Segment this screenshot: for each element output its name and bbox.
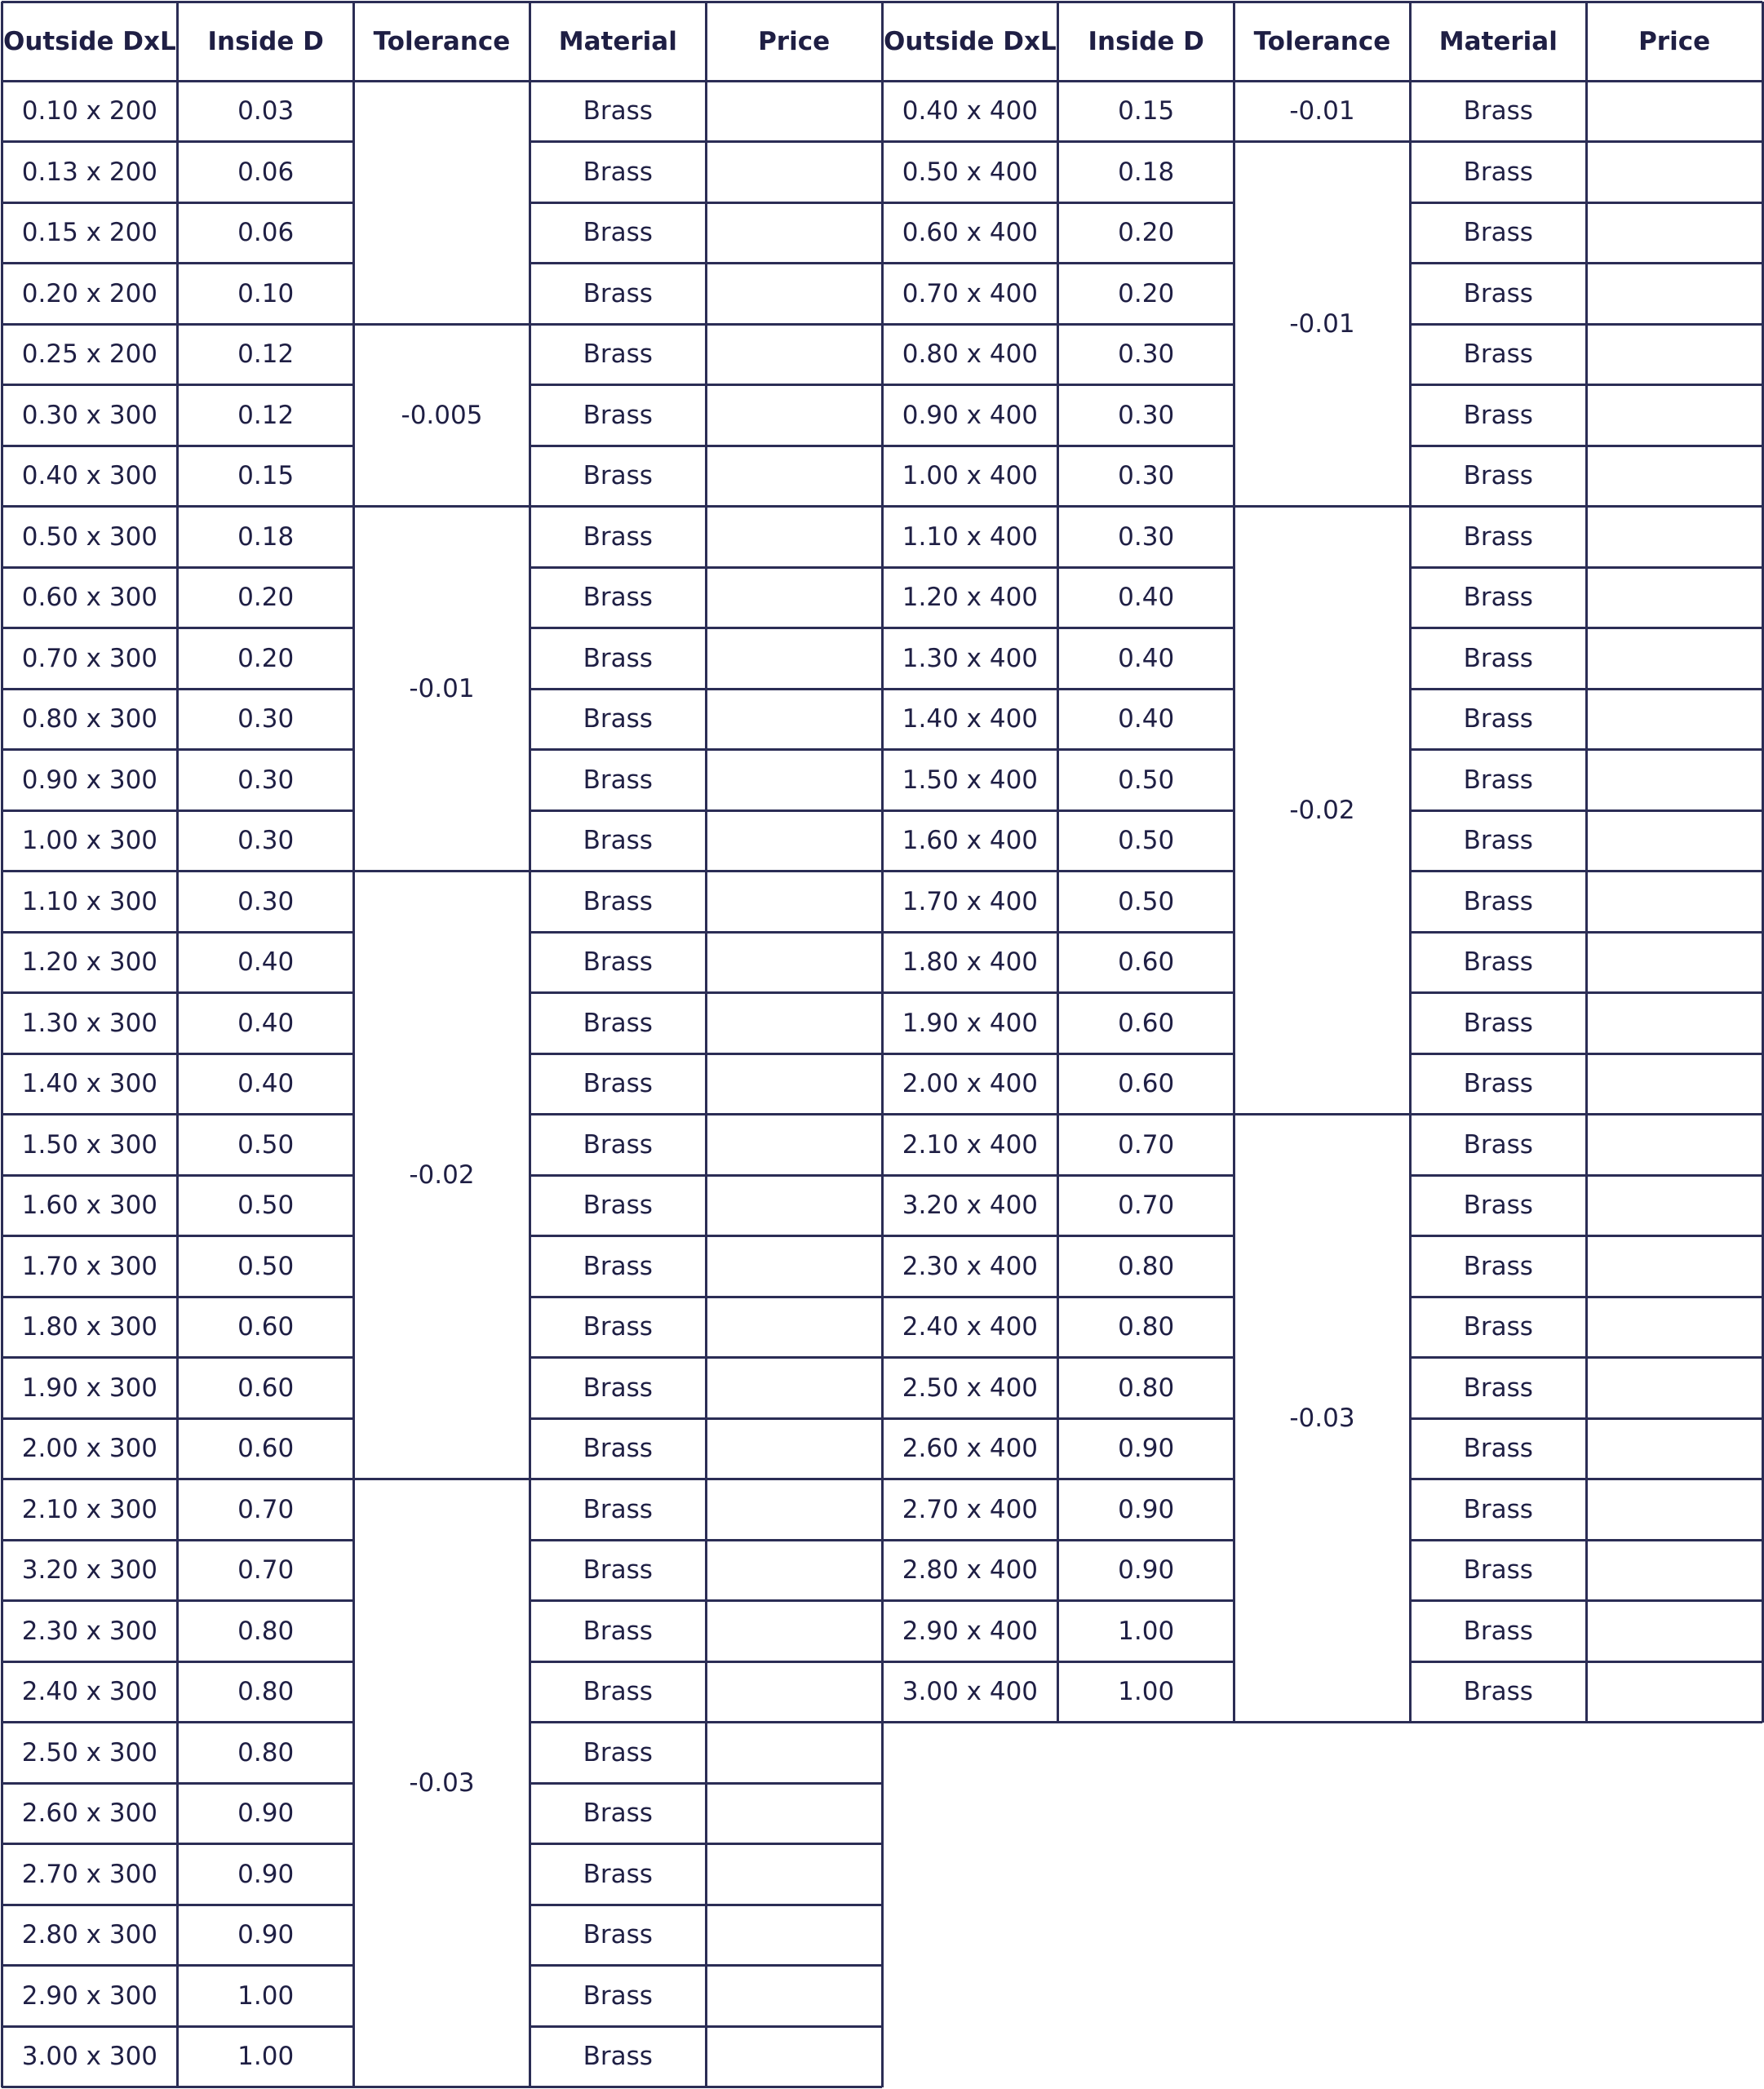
material-cell: Brass [583, 278, 653, 308]
price-cell [706, 1601, 882, 1662]
material-cell: Brass [1463, 1434, 1533, 1464]
inside-d-cell: 0.06 [237, 218, 295, 248]
table-top-border [882, 1, 1762, 3]
tolerance-divider [1234, 505, 1411, 508]
material-cell: Brass [583, 1251, 653, 1281]
material-cell: Brass [583, 826, 653, 856]
price-cell [1586, 324, 1762, 385]
material-cell: Brass [583, 947, 653, 978]
price-cell [1586, 202, 1762, 264]
outside-dxl-cell: 0.90 x 400 [902, 400, 1039, 430]
column-divider [352, 2, 355, 2087]
material-cell: Brass [583, 1129, 653, 1160]
tolerance-divider [354, 505, 530, 508]
price-cell [706, 1479, 882, 1541]
price-cell [706, 1175, 882, 1236]
price-cell [1586, 872, 1762, 933]
outside-dxl-cell: 1.80 x 400 [902, 947, 1039, 978]
tolerance-cell: -0.02 [409, 1160, 475, 1190]
outside-dxl-cell: 2.80 x 300 [21, 1920, 158, 1950]
price-cell [1586, 1053, 1762, 1115]
material-cell: Brass [583, 1191, 653, 1221]
price-cell [1586, 1175, 1762, 1236]
material-cell: Brass [583, 1494, 653, 1524]
inside-d-cell: 0.15 [1118, 96, 1175, 126]
material-cell: Brass [583, 461, 653, 491]
material-cell: Brass [583, 1008, 653, 1038]
inside-d-cell: 0.30 [1118, 400, 1175, 430]
price-cell [1586, 750, 1762, 811]
tolerance-cell: -0.02 [1289, 796, 1355, 825]
header-outside: Outside DxL [883, 26, 1057, 56]
material-cell: Brass [583, 1798, 653, 1829]
material-cell: Brass [1463, 461, 1533, 491]
outside-dxl-cell: 0.60 x 300 [21, 583, 158, 613]
outside-dxl-cell: 2.80 x 400 [902, 1555, 1039, 1586]
outside-dxl-cell: 0.50 x 400 [902, 157, 1039, 187]
outside-dxl-cell: 2.10 x 400 [902, 1129, 1039, 1160]
inside-d-cell: 0.50 [237, 1191, 295, 1221]
outside-dxl-cell: 1.50 x 400 [902, 765, 1039, 795]
outside-dxl-cell: 0.20 x 200 [21, 278, 158, 308]
tolerance-cell: -0.005 [401, 400, 483, 430]
price-cell [706, 1844, 882, 1905]
price-cell [706, 1966, 882, 2027]
outside-dxl-cell: 0.13 x 200 [21, 157, 158, 187]
inside-d-cell: 0.90 [237, 1859, 295, 1889]
price-cell [1586, 1479, 1762, 1541]
tolerance-cell: -0.01 [409, 674, 475, 703]
price-cell [706, 202, 882, 264]
material-cell: Brass [1463, 1191, 1533, 1221]
header-price: Price [1638, 26, 1711, 56]
price-cell [706, 689, 882, 750]
outside-dxl-cell: 2.70 x 300 [21, 1859, 158, 1889]
price-cell [706, 872, 882, 933]
outside-dxl-cell: 1.80 x 300 [21, 1312, 158, 1342]
outside-dxl-cell: 0.70 x 400 [902, 278, 1039, 308]
material-cell: Brass [1463, 704, 1533, 734]
outside-dxl-cell: 2.30 x 400 [902, 1251, 1039, 1281]
material-cell: Brass [583, 704, 653, 734]
inside-d-cell: 0.30 [237, 886, 295, 916]
material-cell: Brass [583, 765, 653, 795]
material-cell: Brass [583, 1312, 653, 1342]
inside-d-cell: 0.50 [1118, 826, 1175, 856]
price-cell [706, 264, 882, 325]
price-cell [1586, 1115, 1762, 1176]
price-cell [706, 1297, 882, 1358]
material-cell: Brass [583, 1920, 653, 1950]
outside-dxl-cell: 1.90 x 400 [902, 1008, 1039, 1038]
price-cell [706, 324, 882, 385]
material-cell: Brass [1463, 886, 1533, 916]
outside-dxl-cell: 2.40 x 400 [902, 1312, 1039, 1342]
header-material: Material [1438, 26, 1558, 56]
tolerance-divider [354, 1478, 530, 1480]
inside-d-cell: 0.70 [1118, 1129, 1175, 1160]
inside-d-cell: 0.06 [237, 157, 295, 187]
inside-d-cell: 0.40 [237, 1008, 295, 1038]
inside-d-cell: 0.80 [1118, 1251, 1175, 1281]
inside-d-cell: 0.30 [237, 704, 295, 734]
column-divider [1057, 2, 1059, 1723]
material-cell: Brass [1463, 583, 1533, 613]
price-cell [1586, 1540, 1762, 1601]
outside-dxl-cell: 2.90 x 400 [902, 1616, 1039, 1646]
outside-dxl-cell: 0.30 x 300 [21, 400, 158, 430]
outside-dxl-cell: 0.90 x 300 [21, 765, 158, 795]
material-cell: Brass [583, 1434, 653, 1464]
price-cell [1586, 446, 1762, 507]
outside-dxl-cell: 0.70 x 300 [21, 643, 158, 673]
material-cell: Brass [1463, 1008, 1533, 1038]
tolerance-cell: -0.01 [1289, 96, 1355, 126]
material-cell: Brass [583, 218, 653, 248]
inside-d-cell: 0.20 [237, 583, 295, 613]
column-divider [881, 2, 884, 1723]
price-cell [1586, 264, 1762, 325]
inside-d-cell: 0.80 [237, 1616, 295, 1646]
inside-d-cell: 1.00 [237, 2042, 295, 2072]
column-divider [1, 2, 3, 2087]
outside-dxl-cell: 0.50 x 300 [21, 521, 158, 552]
outside-dxl-cell: 1.70 x 400 [902, 886, 1039, 916]
outside-dxl-cell: 2.00 x 300 [21, 1434, 158, 1464]
inside-d-cell: 0.18 [1118, 157, 1175, 187]
price-cell [706, 81, 882, 142]
price-cell [706, 446, 882, 507]
inside-d-cell: 0.70 [1118, 1191, 1175, 1221]
table-bottom-border [2, 2086, 882, 2088]
material-cell: Brass [583, 157, 653, 187]
inside-d-cell: 0.90 [237, 1798, 295, 1829]
material-cell: Brass [1463, 1494, 1533, 1524]
inside-d-cell: 0.90 [1118, 1494, 1175, 1524]
tolerance-divider [1234, 140, 1411, 143]
inside-d-cell: 0.12 [237, 339, 295, 370]
inside-d-cell: 0.20 [1118, 218, 1175, 248]
material-cell: Brass [583, 1373, 653, 1403]
outside-dxl-cell: 3.00 x 300 [21, 2042, 158, 2072]
inside-d-cell: 0.12 [237, 400, 295, 430]
price-cell [706, 1723, 882, 1784]
inside-d-cell: 0.80 [237, 1737, 295, 1767]
material-cell: Brass [1463, 278, 1533, 308]
outside-dxl-cell: 2.50 x 400 [902, 1373, 1039, 1403]
price-cell [706, 1053, 882, 1115]
outside-dxl-cell: 2.50 x 300 [21, 1737, 158, 1767]
inside-d-cell: 0.80 [1118, 1312, 1175, 1342]
inside-d-cell: 0.30 [237, 826, 295, 856]
table-top-border [2, 1, 882, 3]
material-cell: Brass [1463, 1251, 1533, 1281]
outside-dxl-cell: 1.00 x 300 [21, 826, 158, 856]
column-divider [1409, 2, 1412, 1723]
outside-dxl-cell: 1.30 x 400 [902, 643, 1039, 673]
inside-d-cell: 0.50 [237, 1251, 295, 1281]
price-cell [706, 1418, 882, 1479]
material-cell: Brass [583, 2042, 653, 2072]
material-cell: Brass [583, 1069, 653, 1099]
outside-dxl-cell: 1.20 x 400 [902, 583, 1039, 613]
header-divider [882, 80, 1762, 82]
price-cell [1586, 1418, 1762, 1479]
material-cell: Brass [1463, 1677, 1533, 1707]
header-material: Material [558, 26, 677, 56]
header-tolerance: Tolerance [1253, 26, 1391, 56]
price-cell [1586, 1236, 1762, 1297]
outside-dxl-cell: 1.30 x 300 [21, 1008, 158, 1038]
inside-d-cell: 0.90 [1118, 1555, 1175, 1586]
tolerance-divider [1234, 1113, 1411, 1115]
price-cell [706, 932, 882, 993]
inside-d-cell: 0.80 [1118, 1373, 1175, 1403]
column-divider [176, 2, 179, 2087]
price-cell [706, 1905, 882, 1966]
price-cell [706, 1115, 882, 1176]
inside-d-cell: 0.30 [237, 765, 295, 795]
material-cell: Brass [583, 1859, 653, 1889]
material-cell: Brass [1463, 400, 1533, 430]
outside-dxl-cell: 3.20 x 400 [902, 1191, 1039, 1221]
price-cell [706, 142, 882, 203]
price-cell [1586, 81, 1762, 142]
material-cell: Brass [1463, 765, 1533, 795]
price-cell [706, 1540, 882, 1601]
outside-dxl-cell: 0.25 x 200 [21, 339, 158, 370]
inside-d-cell: 0.40 [1118, 583, 1175, 613]
price-cell [706, 993, 882, 1054]
outside-dxl-cell: 1.50 x 300 [21, 1129, 158, 1160]
material-cell: Brass [583, 1737, 653, 1767]
header-divider [2, 80, 882, 82]
inside-d-cell: 0.90 [1118, 1434, 1175, 1464]
inside-d-cell: 0.60 [237, 1373, 295, 1403]
outside-dxl-cell: 2.90 x 300 [21, 1980, 158, 2011]
material-cell: Brass [1463, 947, 1533, 978]
outside-dxl-cell: 0.15 x 200 [21, 218, 158, 248]
tolerance-cell: -0.01 [1289, 309, 1355, 339]
material-cell: Brass [1463, 96, 1533, 126]
outside-dxl-cell: 1.90 x 300 [21, 1373, 158, 1403]
material-cell: Brass [1463, 157, 1533, 187]
price-cell [1586, 507, 1762, 568]
material-cell: Brass [583, 1555, 653, 1586]
inside-d-cell: 0.40 [1118, 643, 1175, 673]
material-cell: Brass [583, 643, 653, 673]
outside-dxl-cell: 2.00 x 400 [902, 1069, 1039, 1099]
outside-dxl-cell: 2.40 x 300 [21, 1677, 158, 1707]
material-cell: Brass [1463, 339, 1533, 370]
inside-d-cell: 1.00 [237, 1980, 295, 2011]
material-cell: Brass [1463, 218, 1533, 248]
material-cell: Brass [1463, 521, 1533, 552]
inside-d-cell: 0.30 [1118, 461, 1175, 491]
outside-dxl-cell: 1.60 x 400 [902, 826, 1039, 856]
price-cell [706, 1358, 882, 1419]
price-cell [706, 1661, 882, 1723]
price-cell [1586, 810, 1762, 872]
inside-d-cell: 0.60 [237, 1434, 295, 1464]
price-cell [1586, 1358, 1762, 1419]
material-cell: Brass [1463, 1069, 1533, 1099]
price-cell [706, 628, 882, 690]
outside-dxl-cell: 3.00 x 400 [902, 1677, 1039, 1707]
inside-d-cell: 0.40 [237, 947, 295, 978]
material-cell: Brass [583, 96, 653, 126]
outside-dxl-cell: 1.70 x 300 [21, 1251, 158, 1281]
inside-d-cell: 0.60 [1118, 947, 1175, 978]
inside-d-cell: 0.03 [237, 96, 295, 126]
outside-dxl-cell: 1.40 x 400 [902, 704, 1039, 734]
inside-d-cell: 0.40 [237, 1069, 295, 1099]
outside-dxl-cell: 1.40 x 300 [21, 1069, 158, 1099]
tolerance-cell: -0.03 [409, 1768, 475, 1798]
header-price: Price [758, 26, 831, 56]
inside-d-cell: 0.50 [1118, 765, 1175, 795]
column-divider [1585, 2, 1588, 1723]
outside-dxl-cell: 0.80 x 300 [21, 704, 158, 734]
material-cell: Brass [583, 583, 653, 613]
inside-d-cell: 1.00 [1118, 1677, 1175, 1707]
outside-dxl-cell: 3.20 x 300 [21, 1555, 158, 1586]
outside-dxl-cell: 1.00 x 400 [902, 461, 1039, 491]
inside-d-cell: 1.00 [1118, 1616, 1175, 1646]
price-cell [706, 567, 882, 628]
price-cell [1586, 628, 1762, 690]
price-cell [1586, 993, 1762, 1054]
header-tolerance: Tolerance [373, 26, 511, 56]
price-cell [1586, 142, 1762, 203]
material-cell: Brass [583, 1980, 653, 2011]
inside-d-cell: 0.30 [1118, 339, 1175, 370]
price-cell [1586, 1601, 1762, 1662]
price-cell [1586, 567, 1762, 628]
tolerance-divider [354, 323, 530, 326]
outside-dxl-cell: 2.30 x 300 [21, 1616, 158, 1646]
material-cell: Brass [583, 886, 653, 916]
inside-d-cell: 0.90 [237, 1920, 295, 1950]
material-cell: Brass [1463, 1616, 1533, 1646]
price-cell [706, 2026, 882, 2087]
material-cell: Brass [583, 521, 653, 552]
header-inside: Inside D [1088, 26, 1204, 56]
inside-d-cell: 0.20 [237, 643, 295, 673]
price-cell [706, 1783, 882, 1844]
inside-d-cell: 0.70 [237, 1494, 295, 1524]
price-cell [1586, 1297, 1762, 1358]
outside-dxl-cell: 1.10 x 300 [21, 886, 158, 916]
inside-d-cell: 0.15 [237, 461, 295, 491]
price-cell [706, 750, 882, 811]
price-cell [706, 385, 882, 446]
outside-dxl-cell: 0.80 x 400 [902, 339, 1039, 370]
outside-dxl-cell: 0.10 x 200 [21, 96, 158, 126]
price-cell [1586, 932, 1762, 993]
material-cell: Brass [583, 400, 653, 430]
tolerance-cell [354, 81, 530, 324]
outside-dxl-cell: 2.10 x 300 [21, 1494, 158, 1524]
outside-dxl-cell: 0.60 x 400 [902, 218, 1039, 248]
material-cell: Brass [583, 1677, 653, 1707]
inside-d-cell: 0.60 [1118, 1008, 1175, 1038]
inside-d-cell: 0.50 [1118, 886, 1175, 916]
inside-d-cell: 0.50 [237, 1129, 295, 1160]
inside-d-cell: 0.60 [1118, 1069, 1175, 1099]
tolerance-cell: -0.03 [1289, 1404, 1355, 1433]
inside-d-cell: 0.20 [1118, 278, 1175, 308]
inside-d-cell: 0.18 [237, 521, 295, 552]
header-inside: Inside D [207, 26, 324, 56]
column-divider [529, 2, 531, 2087]
outside-dxl-cell: 2.60 x 300 [21, 1798, 158, 1829]
material-cell: Brass [1463, 826, 1533, 856]
outside-dxl-cell: 0.40 x 400 [902, 96, 1039, 126]
inside-d-cell: 0.40 [1118, 704, 1175, 734]
outside-dxl-cell: 0.40 x 300 [21, 461, 158, 491]
price-cell [1586, 1661, 1762, 1723]
header-outside: Outside DxL [2, 26, 176, 56]
material-cell: Brass [1463, 643, 1533, 673]
inside-d-cell: 0.70 [237, 1555, 295, 1586]
inside-d-cell: 0.10 [237, 278, 295, 308]
price-cell [706, 810, 882, 872]
material-cell: Brass [1463, 1373, 1533, 1403]
material-cell: Brass [1463, 1129, 1533, 1160]
outside-dxl-cell: 2.70 x 400 [902, 1494, 1039, 1524]
inside-d-cell: 0.80 [237, 1677, 295, 1707]
outside-dxl-cell: 2.60 x 400 [902, 1434, 1039, 1464]
material-cell: Brass [583, 1616, 653, 1646]
outside-dxl-cell: 1.10 x 400 [902, 521, 1039, 552]
outside-dxl-cell: 1.20 x 300 [21, 947, 158, 978]
outside-dxl-cell: 1.60 x 300 [21, 1191, 158, 1221]
inside-d-cell: 0.30 [1118, 521, 1175, 552]
material-cell: Brass [1463, 1555, 1533, 1586]
material-cell: Brass [1463, 1312, 1533, 1342]
tolerance-divider [354, 870, 530, 872]
price-cell [1586, 689, 1762, 750]
price-cell [706, 1236, 882, 1297]
material-cell: Brass [583, 339, 653, 370]
price-cell [706, 507, 882, 568]
price-cell [1586, 385, 1762, 446]
inside-d-cell: 0.60 [237, 1312, 295, 1342]
table-bottom-border [882, 1721, 1762, 1723]
column-divider [705, 2, 707, 2087]
column-divider [1762, 2, 1764, 1723]
column-divider [1233, 2, 1235, 1723]
